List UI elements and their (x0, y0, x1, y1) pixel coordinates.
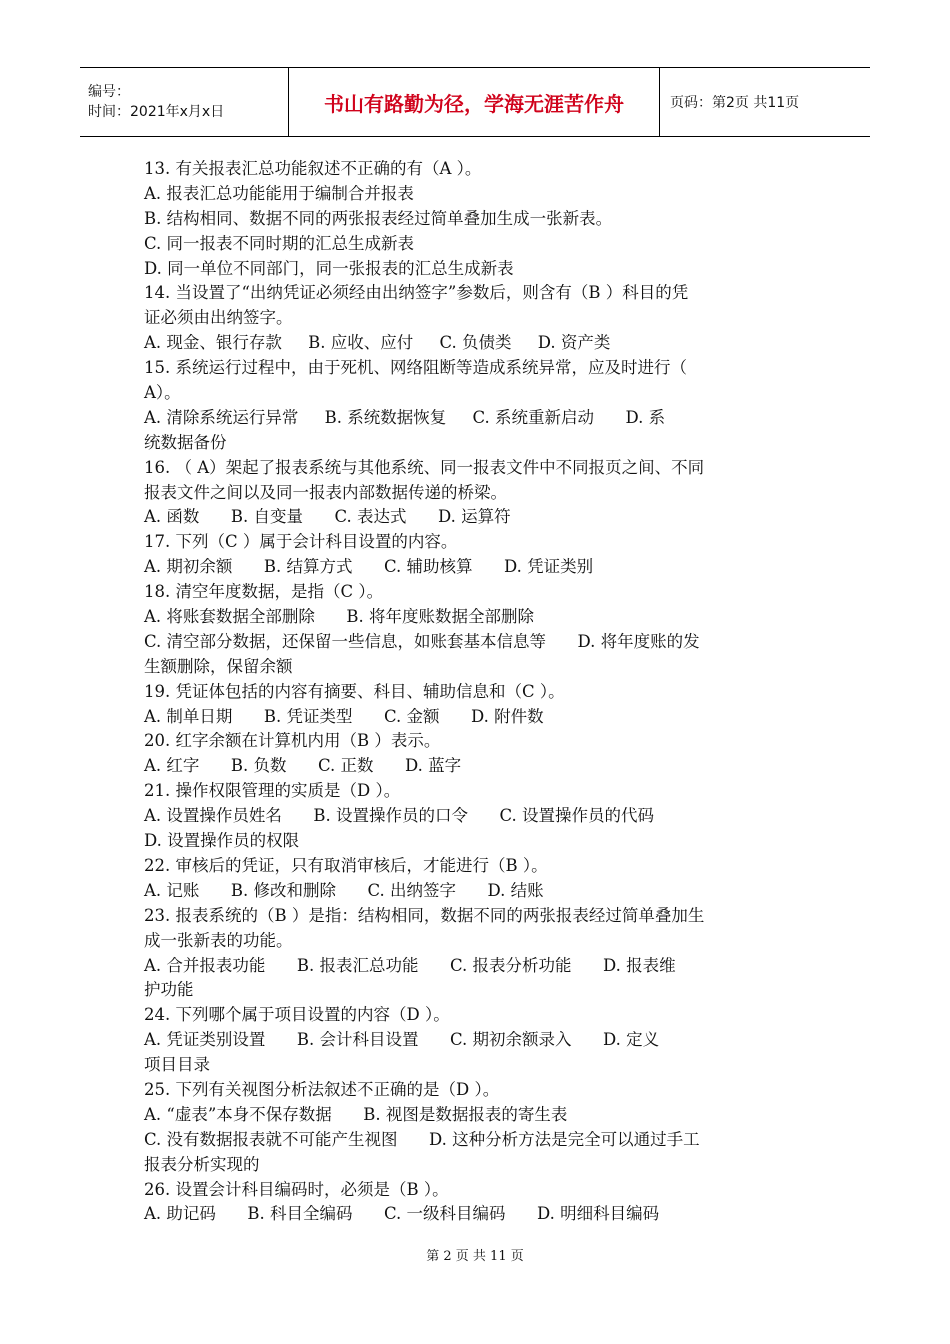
document-number-label: 编号： (88, 84, 130, 100)
text-line: A. 制单日期 B. 凭证类型 C. 金额 D. 附件数 (144, 706, 544, 726)
text-line: A. 期初余额 B. 结算方式 C. 辅助核算 D. 凭证类别 (144, 557, 594, 577)
header-left-cell (80, 68, 288, 136)
text-line: A. 清除系统运行异常 B. 系统数据恢复 C. 系统重新启动 D. 系 (144, 407, 666, 427)
text-line: 16. （ A）架起了报表系统与其他系统、同一报表文件中不同报页之间、不同 (144, 457, 705, 477)
text-line: A. 函数 B. 自变量 C. 表达式 D. 运算符 (144, 507, 511, 527)
text-line: A. 红字 B. 负数 C. 正数 D. 蓝字 (144, 756, 462, 776)
text-line: 15. 系统运行过程中，由于死机、网络阻断等造成系统异常，应及时进行（ (144, 358, 687, 378)
text-line: A. 将账套数据全部删除 B. 将年度账数据全部删除 (144, 607, 534, 627)
text-line: A. 报表汇总功能能用于编制合并报表 (144, 183, 414, 203)
text-line: A. 助记码 B. 科目全编码 C. 一级科目编码 D. 明细科目编码 (144, 1204, 660, 1224)
text-line: A. 凭证类别设置 B. 会计科目设置 C. 期初余额录入 D. 定义 (144, 1030, 660, 1050)
text-line: 23. 报表系统的（B ）是指：结构相同，数据不同的两张报表经过简单叠加生 (144, 905, 705, 925)
text-line: 成一张新表的功能。 (144, 930, 293, 950)
text-line: 24. 下列哪个属于项目设置的内容（D ）。 (144, 1005, 450, 1025)
header-page-info: 页码：第2页 共11页 (670, 95, 800, 111)
text-line: D. 设置操作员的权限 (144, 831, 300, 851)
header-motto: 书山有路勤为径，学海无涯苦作舟 (324, 91, 624, 116)
text-line: 21. 操作权限管理的实质是（D ）。 (144, 781, 401, 801)
document-date: 时间：2021年x月x日 (88, 104, 225, 120)
text-line: 报表分析实现的 (144, 1154, 260, 1174)
question-list (144, 157, 806, 1227)
text-line: 14. 当设置了“出纳凭证必须经由出纳签字”参数后，则含有（B ）科目的凭 (144, 283, 689, 303)
text-line: B. 结构相同、数据不同的两张报表经过简单叠加生成一张新表。 (144, 208, 613, 228)
text-line: A. 设置操作员姓名 B. 设置操作员的口令 C. 设置操作员的代码 (144, 806, 654, 826)
text-line: 报表文件之间以及同一报表内部数据传递的桥梁。 (144, 482, 507, 502)
text-line: D. 同一单位不同部门，同一张报表的汇总生成新表 (144, 258, 514, 278)
text-line: 19. 凭证体包括的内容有摘要、科目、辅助信息和（C ）。 (144, 681, 565, 701)
text-line: 17. 下列（C ）属于会计科目设置的内容。 (144, 532, 458, 552)
page-header (80, 67, 870, 137)
text-line: 护功能 (144, 980, 194, 1000)
text-line: C. 同一报表不同时期的汇总生成新表 (144, 233, 415, 253)
text-line: 22. 审核后的凭证，只有取消审核后，才能进行（B ）。 (144, 855, 548, 875)
text-line: 26. 设置会计科目编码时，必须是（B ）。 (144, 1179, 449, 1199)
text-line: A. 现金、银行存款 B. 应收、应付 C. 负债类 D. 资产类 (144, 333, 611, 353)
text-line: 统数据备份 (144, 432, 227, 452)
text-line: A. 合并报表功能 B. 报表汇总功能 C. 报表分析功能 D. 报表维 (144, 955, 676, 975)
text-line: 证必须由出纳签字。 (144, 308, 293, 328)
text-line: 25. 下列有关视图分析法叙述不正确的是（D ）。 (144, 1079, 500, 1099)
text-line: 18. 清空年度数据，是指（C ）。 (144, 582, 384, 602)
header-page-cell (660, 68, 799, 136)
text-line: A）。 (144, 383, 181, 403)
text-line: A. “虚表”本身不保存数据 B. 视图是数据报表的寄生表 (144, 1104, 568, 1124)
text-line: C. 清空部分数据，还保留一些信息，如账套基本信息等 D. 将年度账的发 (144, 631, 700, 651)
text-line: A. 记账 B. 修改和删除 C. 出纳签字 D. 结账 (144, 880, 544, 900)
text-line: 生额删除，保留余额 (144, 656, 293, 676)
text-line: C. 没有数据报表就不可能产生视图 D. 这种分析方法是完全可以通过手工 (144, 1129, 700, 1149)
text-line: 13. 有关报表汇总功能叙述不正确的有（A ）。 (144, 159, 482, 178)
text-line: 20. 红字余额在计算机内用（B ）表示。 (144, 731, 441, 751)
page-footer: 第 2 页 共 11 页 (426, 1249, 524, 1264)
text-line: 项目目录 (144, 1055, 210, 1075)
header-motto-cell (288, 68, 660, 136)
